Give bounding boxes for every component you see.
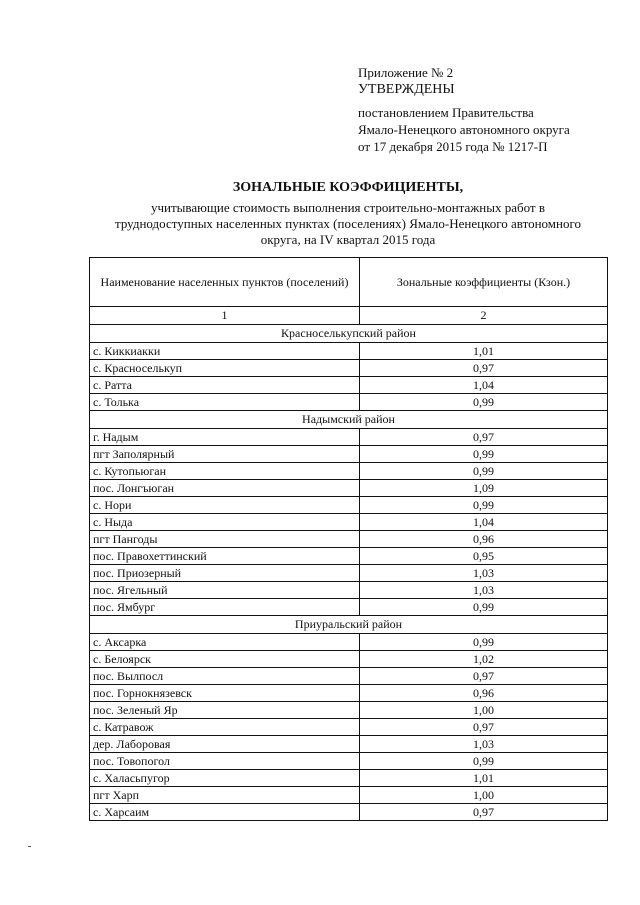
table-row <box>90 651 608 668</box>
coefficient-value: 0,99 <box>360 753 608 770</box>
coefficient-value: 0,96 <box>360 685 608 702</box>
coefficient-value: 1,03 <box>360 565 608 582</box>
place-name: с. Катравож <box>90 719 360 736</box>
table-row <box>90 736 608 753</box>
approval-line-3: от 17 декабря 2015 года № 1217-П <box>358 139 548 154</box>
place-name: с. Белоярск <box>90 651 360 668</box>
document-title: ЗОНАЛЬНЫЕ КОЭФФИЦИЕНТЫ, <box>232 180 464 195</box>
table-row <box>90 446 608 463</box>
table-row <box>90 548 608 565</box>
place-name: дер. Лаборовая <box>90 736 360 753</box>
place-name: с. Ратта <box>90 377 360 394</box>
coefficient-value: 1,01 <box>360 770 608 787</box>
coefficient-value: 0,96 <box>360 531 608 548</box>
place-name: с. Толька <box>90 394 360 411</box>
district-row <box>90 411 608 429</box>
coefficient-value: 1,04 <box>360 377 608 394</box>
place-name: пос. Горнокнязевск <box>90 685 360 702</box>
coefficient-value: 0,95 <box>360 548 608 565</box>
document-subtitle-line-2: труднодоступных населенных пунктах (поселениях) Ямало-Ненецкого автономного <box>115 216 581 231</box>
table-row <box>90 343 608 360</box>
table-row <box>90 719 608 736</box>
district-name: Надымский район <box>90 411 608 429</box>
place-name: с. Ныда <box>90 514 360 531</box>
coefficient-value: 1,03 <box>360 582 608 599</box>
table-row <box>90 599 608 616</box>
table-row <box>90 634 608 651</box>
place-name: с. Кутопьюган <box>90 463 360 480</box>
col-header-place: Наименование населенных пунктов (поселений) <box>90 258 360 307</box>
table-row <box>90 753 608 770</box>
coefficient-value: 1,01 <box>360 343 608 360</box>
table-row <box>90 429 608 446</box>
table-row <box>90 685 608 702</box>
document-subtitle-line-1: учитывающие стоимость выполнения строительно-монтажных работ в <box>151 200 545 215</box>
coefficients-table <box>89 257 608 821</box>
place-name: с. Харсаим <box>90 804 360 821</box>
place-name: с. Аксарка <box>90 634 360 651</box>
table-row <box>90 702 608 719</box>
document-subtitle-line-3: округа, на IV квартал 2015 года <box>260 232 436 247</box>
coefficient-value: 0,99 <box>360 634 608 651</box>
col-number-1: 1 <box>90 307 360 325</box>
coefficient-value: 0,99 <box>360 463 608 480</box>
place-name: г. Надым <box>90 429 360 446</box>
table-row <box>90 480 608 497</box>
place-name: с. Халасьпугор <box>90 770 360 787</box>
appendix-number: Приложение № 2 <box>358 65 454 80</box>
place-name: пос. Приозерный <box>90 565 360 582</box>
coefficient-value: 1,00 <box>360 787 608 804</box>
place-name: пос. Ягельный <box>90 582 360 599</box>
column-number-row <box>90 307 608 325</box>
coefficient-value: 1,09 <box>360 480 608 497</box>
document-heading <box>88 180 608 248</box>
district-row <box>90 616 608 634</box>
coefficient-value: 0,97 <box>360 429 608 446</box>
approval-block <box>358 64 628 155</box>
coefficient-value: 1,00 <box>360 702 608 719</box>
district-name: Приуральский район <box>90 616 608 634</box>
table-row <box>90 582 608 599</box>
table-row <box>90 514 608 531</box>
col-header-coefficient: Зональные коэффициенты (Кзон.) <box>360 258 608 307</box>
col-number-2: 2 <box>360 307 608 325</box>
coefficient-value: 0,97 <box>360 360 608 377</box>
table-row <box>90 463 608 480</box>
district-row <box>90 325 608 343</box>
table-row <box>90 394 608 411</box>
coefficient-value: 0,97 <box>360 804 608 821</box>
place-name: с. Красноселькуп <box>90 360 360 377</box>
coefficient-value: 0,99 <box>360 446 608 463</box>
coefficient-value: 1,02 <box>360 651 608 668</box>
place-name: пгт Пангоды <box>90 531 360 548</box>
place-name: пос. Вылпосл <box>90 668 360 685</box>
coefficient-value: 0,97 <box>360 668 608 685</box>
place-name: пос. Правохеттинский <box>90 548 360 565</box>
table-row <box>90 770 608 787</box>
place-name: пгт Харп <box>90 787 360 804</box>
approval-line-2: Ямало-Ненецкого автономного округа <box>358 122 570 137</box>
place-name: пгт Заполярный <box>90 446 360 463</box>
coefficient-value: 1,03 <box>360 736 608 753</box>
place-name: пос. Зеленый Яр <box>90 702 360 719</box>
coefficient-value: 0,99 <box>360 497 608 514</box>
coefficient-value: 1,04 <box>360 514 608 531</box>
place-name: с. Киккиакки <box>90 343 360 360</box>
coefficient-value: 0,99 <box>360 599 608 616</box>
place-name: пос. Лонгъюган <box>90 480 360 497</box>
table-header-row <box>90 258 608 307</box>
table-row <box>90 565 608 582</box>
table-row <box>90 377 608 394</box>
table-row <box>90 668 608 685</box>
district-name: Красноселькупский район <box>90 325 608 343</box>
coefficient-value: 0,99 <box>360 394 608 411</box>
coefficient-value: 0,97 <box>360 719 608 736</box>
place-name: пос. Товопогол <box>90 753 360 770</box>
approval-line-1: постановлением Правительства <box>358 105 534 120</box>
table-row <box>90 804 608 821</box>
table-row <box>90 360 608 377</box>
place-name: с. Нори <box>90 497 360 514</box>
table-row <box>90 787 608 804</box>
place-name: пос. Ямбург <box>90 599 360 616</box>
table-row <box>90 531 608 548</box>
table-row <box>90 497 608 514</box>
approved-label: УТВЕРЖДЕНЫ <box>358 82 455 97</box>
margin-mark <box>28 846 31 847</box>
